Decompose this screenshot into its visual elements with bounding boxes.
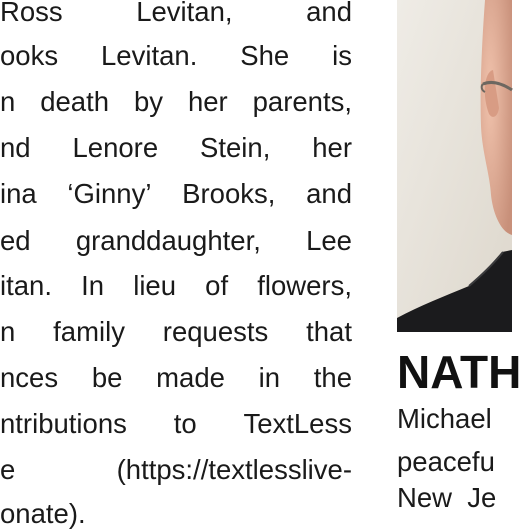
word: Levitan,: [136, 0, 233, 27]
text-line-2: [0, 40, 352, 72]
word: made: [156, 362, 225, 393]
word: nces: [0, 362, 59, 393]
word: onate).: [0, 498, 86, 529]
text-line-12: [0, 498, 352, 530]
portrait-illustration: [397, 0, 512, 332]
word: In: [81, 270, 105, 301]
word: ‘Ginny’: [67, 178, 152, 209]
word: Lee: [306, 225, 352, 256]
text-line: New Je: [397, 482, 497, 513]
word: of: [205, 270, 229, 301]
text-line-6: [0, 225, 352, 257]
word: ed: [0, 225, 31, 256]
text-line-7: [0, 270, 352, 302]
word: Lenore: [72, 132, 159, 163]
word: granddaughter,: [75, 225, 261, 256]
text-line-3: [0, 86, 352, 118]
word: ina: [0, 178, 37, 209]
word: and: [306, 178, 352, 209]
word: is: [332, 40, 352, 71]
word: e: [0, 454, 16, 485]
word: nd: [0, 132, 31, 163]
word: ooks: [0, 40, 59, 71]
word: and: [306, 0, 352, 27]
obituary-name-heading: NATH: [397, 346, 521, 398]
text-line-10: [0, 408, 352, 440]
word: in: [258, 362, 281, 393]
text-line: Michael: [397, 403, 492, 434]
word: Brooks,: [182, 178, 276, 209]
word: n: [0, 316, 16, 347]
word: parents,: [252, 86, 352, 117]
word: lieu: [133, 270, 177, 301]
word: that: [306, 316, 352, 347]
word: be: [91, 362, 123, 393]
word: Ross: [0, 0, 63, 27]
word: ntributions: [0, 408, 127, 439]
text-line-1: [0, 0, 352, 28]
word: requests: [162, 316, 269, 347]
word: Stein,: [200, 132, 271, 163]
word: TextLess: [243, 408, 352, 439]
word: She: [240, 40, 290, 71]
text-line-4: [0, 132, 352, 164]
word: Levitan.: [101, 40, 198, 71]
word: flowers,: [257, 270, 352, 301]
word: n: [0, 86, 16, 117]
word: death: [40, 86, 110, 117]
text-line: peacefu: [397, 446, 495, 477]
word: itan.: [0, 270, 52, 301]
word: family: [53, 316, 125, 347]
text-line-5: [0, 178, 352, 210]
word: by: [133, 86, 164, 117]
word: (https://textlesslive-: [116, 454, 352, 485]
word: her: [312, 132, 352, 163]
text-line-9: [0, 362, 352, 394]
portrait-photo: [397, 0, 512, 332]
word: to: [173, 408, 197, 439]
text-line-11: [0, 454, 352, 486]
word: the: [313, 362, 352, 393]
word: her: [187, 86, 228, 117]
obituary-column-right: [397, 0, 521, 513]
text-line-8: [0, 316, 352, 348]
